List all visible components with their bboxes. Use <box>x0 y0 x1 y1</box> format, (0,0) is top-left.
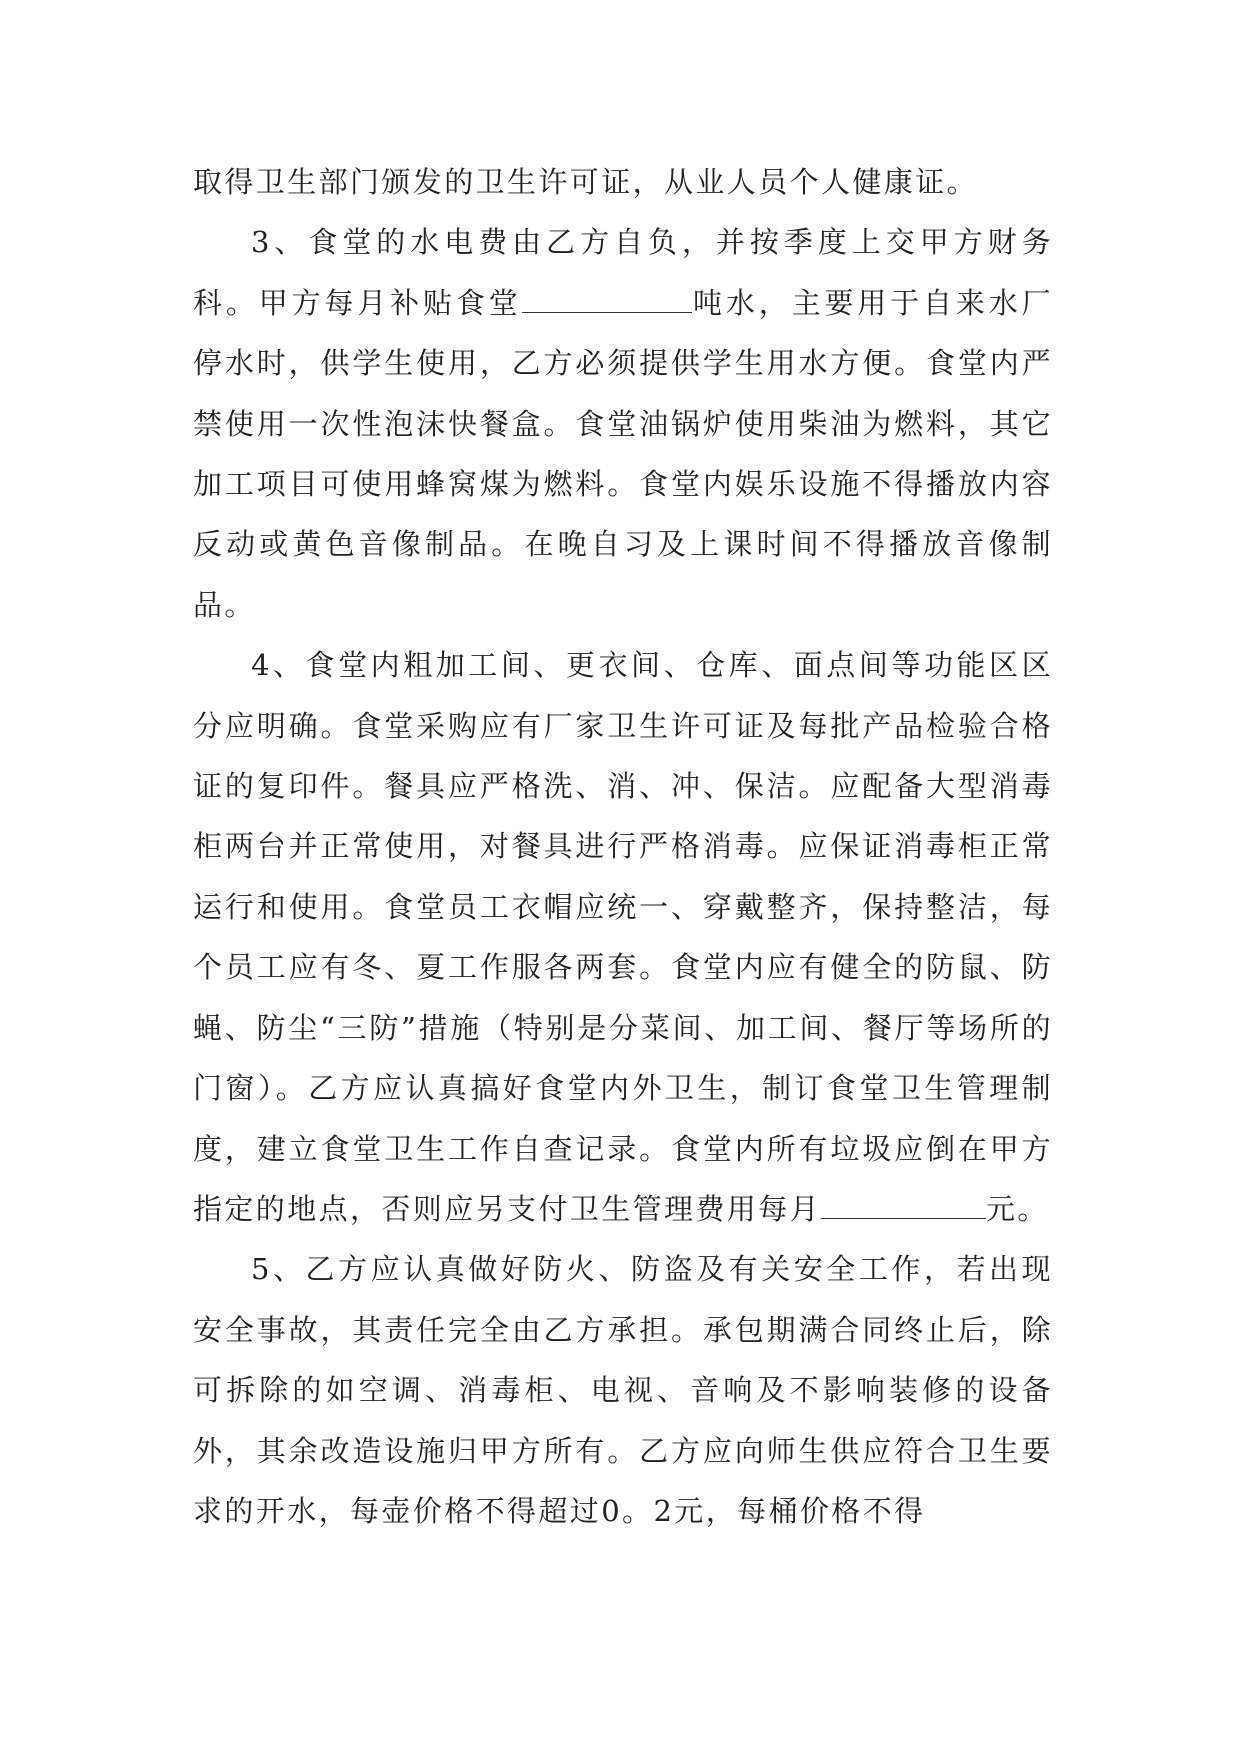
paragraph-text: 吨水，主要用于自来水厂停水时，供学生使用，乙方必须提供学生用水方便。食堂内严禁使用一次性泡沫快餐盒。食堂油锅炉使用柴油为燃料，其它加工项目可使用蜂窝煤为燃料。食堂内娱乐设施不得播放内容反动或黄色音像制品。在晚自习及上课时间不得播放音像制品。 <box>193 285 1053 622</box>
fill-in-blank-water-tons <box>522 286 692 313</box>
paragraph-clause-3 <box>193 212 1053 635</box>
paragraph-text: 取得卫生部门颁发的卫生许可证，从业人员个人健康证。 <box>193 165 979 199</box>
paragraph-text: 5、乙方应认真做好防火、防盗及有关安全工作，若出现安全事故，其责任完全由乙方承担。承包期满合同终止后，除可拆除的如空调、消毒柜、电视、音响及不影响装修的设备外，其余改造设施归甲方所有。乙方应向师生供应符合卫生要求的开水，每壶价格不得超过0。2元，每桶价格不得 <box>193 1252 1053 1528</box>
paragraph-clause-5 <box>193 1239 1053 1541</box>
paragraph-license <box>193 152 1053 212</box>
paragraph-text: 4、食堂内粗加工间、更衣间、仓库、面点间等功能区区分应明确。食堂采购应有厂家卫生许可证及每批产品检验合格证的复印件。餐具应严格洗、消、冲、保洁。应配备大型消毒柜两台并正常使用，对餐具进行严格消毒。应保证消毒柜正常运行和使用。食堂员工衣帽应统一、穿戴整齐，保持整洁，每个员工应有冬、夏工作服各两套。食堂内应有健全的防鼠、防蝇、防尘“三防”措施（特别是分菜间、加工间、餐厅等场所的门窗）。乙方应认真搞好食堂内外卫生，制订食堂卫生管理制度，建立食堂卫生工作自查记录。食堂内所有垃圾应倒在甲方指定的地点，否则应另支付卫生管理费用每月 <box>193 648 1053 1226</box>
paragraph-text: 元。 <box>986 1191 1049 1226</box>
paragraph-clause-4 <box>193 635 1053 1239</box>
document-body <box>193 152 1053 1541</box>
fill-in-blank-fee-amount <box>821 1192 986 1219</box>
paragraph-text: 3、食堂的水电费由乙方自负，并按季度上交甲方财务科。甲方每月补贴食堂 <box>193 225 1053 320</box>
